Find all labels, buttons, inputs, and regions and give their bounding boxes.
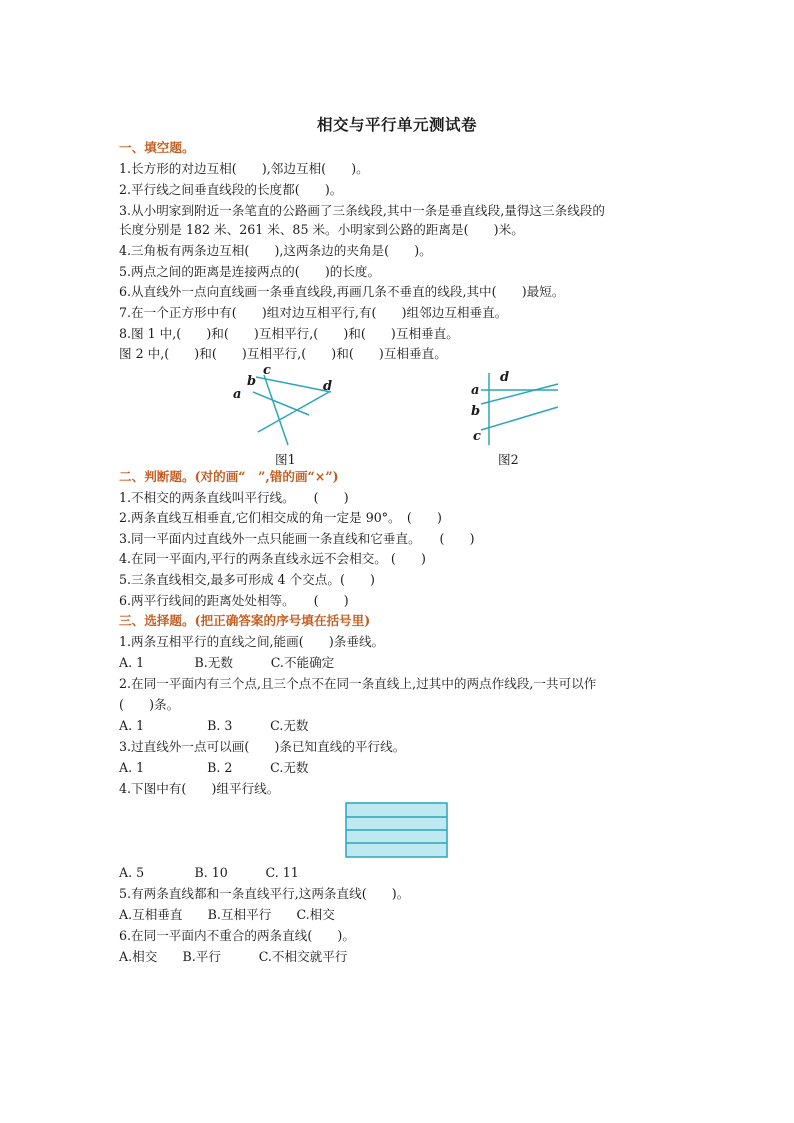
s1-question-2: 2.平行线之间垂直线段的长度都( )。 bbox=[119, 182, 343, 197]
figure-1 bbox=[225, 362, 345, 452]
fig2-label-a: a bbox=[471, 383, 480, 398]
s3-question-4: 4.下图中有( )组平行线。 bbox=[119, 781, 280, 796]
s1-question-5: 5.两点之间的距离是连接两点的( )的长度。 bbox=[119, 264, 381, 279]
figure-2 bbox=[465, 367, 565, 449]
s1-question-1: 1.长方形的对边互相( ),邻边互相( )。 bbox=[119, 161, 369, 176]
s1-question-4: 4.三角板有两条边互相( ),这两条边的夹角是( )。 bbox=[119, 243, 432, 258]
fig2-line-b bbox=[481, 384, 558, 404]
fig2-line-c bbox=[481, 407, 558, 430]
s3-question-5: 5.有两条直线都和一条直线平行,这两条直线( )。 bbox=[119, 886, 410, 901]
figure-1-caption: 图1 bbox=[275, 452, 296, 467]
s3-question-3: 3.过直线外一点可以画( )条已知直线的平行线。 bbox=[119, 739, 406, 754]
s2-question-1: 1.不相交的两条直线叫平行线。 ( ) bbox=[119, 490, 349, 505]
s3-question-1: 1.两条互相平行的直线之间,能画( )条垂线。 bbox=[119, 634, 385, 649]
s1-question-8-line1: 8.图 1 中,( )和( )互相平行,( )和( )互相垂直。 bbox=[119, 326, 459, 341]
parallel-lines-figure bbox=[344, 801, 450, 860]
s1-question-6: 6.从直线外一点向直线画一条垂直线段,再画几条不垂直的线段,其中( )最短。 bbox=[119, 284, 565, 299]
s3-question-4-options: A. 5 B. 10 C. 11 bbox=[119, 865, 299, 880]
s2-question-3: 3.同一平面内过直线外一点只能画一条直线和它垂直。 ( ) bbox=[119, 531, 475, 546]
section1-heading: 一、填空题。 bbox=[119, 140, 195, 155]
s3-question-5-options: A.互相垂直 B.互相平行 C.相交 bbox=[119, 907, 335, 922]
fig2-label-c: c bbox=[473, 429, 481, 444]
s3-question-6-options: A.相交 B.平行 C.不相交就平行 bbox=[119, 949, 348, 964]
figure-2-caption: 图2 bbox=[498, 452, 519, 467]
s3-question-6: 6.在同一平面内不重合的两条直线( )。 bbox=[119, 928, 355, 943]
fig1-line-c bbox=[264, 375, 288, 445]
s2-question-6: 6.两平行线间的距离处处相等。 ( ) bbox=[119, 593, 349, 608]
s1-question-3-line2: 长度分别是 182 米、261 米、85 米。小明家到公路的距离是( )米。 bbox=[119, 222, 524, 237]
section3-heading: 三、选择题。(把正确答案的序号填在括号里) bbox=[119, 613, 371, 628]
s1-question-7: 7.在一个正方形中有( )组对边互相平行,有( )组邻边互相垂直。 bbox=[119, 305, 508, 320]
fig2-label-b: b bbox=[471, 404, 481, 419]
s1-question-8-line2: 图 2 中,( )和( )互相平行,( )和( )互相垂直。 bbox=[119, 346, 447, 361]
page-title: 相交与平行单元测试卷 bbox=[316, 115, 477, 134]
fig1-label-d: d bbox=[323, 379, 333, 394]
fig1-label-a: a bbox=[233, 387, 242, 402]
section2-heading: 二、判断题。(对的画“ ”,错的画“×”) bbox=[119, 469, 339, 484]
fig1-label-b: b bbox=[247, 374, 257, 389]
s1-question-3-line1: 3.从小明家到附近一条笔直的公路画了三条线段,其中一条是垂直线段,量得这三条线段的 bbox=[119, 203, 605, 218]
s2-question-5: 5.三条直线相交,最多可形成 4 个交点。( ) bbox=[119, 572, 375, 587]
s3-question-2-line2: ( )条。 bbox=[119, 697, 180, 712]
s3-question-2-options: A. 1 B. 3 C.无数 bbox=[119, 718, 309, 733]
s3-question-1-options: A. 1 B.无数 C.不能确定 bbox=[119, 655, 335, 670]
s3-question-3-options: A. 1 B. 2 C.无数 bbox=[119, 760, 309, 775]
s3-question-2-line1: 2.在同一平面内有三个点,且三个点不在同一条直线上,过其中的两点作线段,一共可以作 bbox=[119, 676, 597, 691]
fig2-label-d: d bbox=[500, 370, 510, 385]
fig1-label-c: c bbox=[263, 363, 271, 378]
s2-question-4: 4.在同一平面内,平行的两条直线永远不会相交。 ( ) bbox=[119, 551, 426, 566]
fig1-line-a bbox=[253, 392, 309, 415]
s2-question-2: 2.两条直线互相垂直,它们相交成的角一定是 90°。 ( ) bbox=[119, 510, 442, 525]
